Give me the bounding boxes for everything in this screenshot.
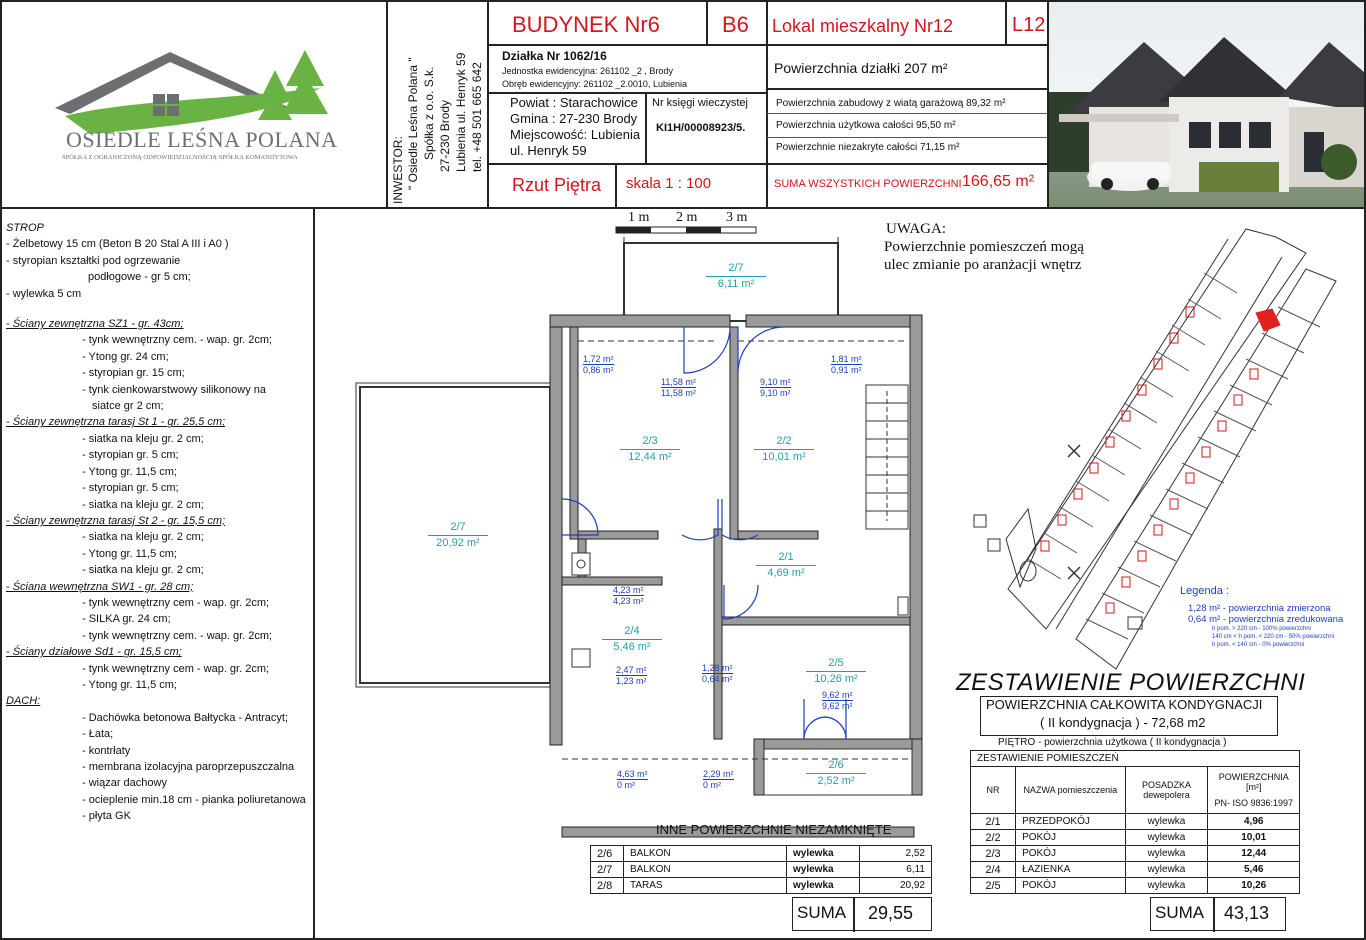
- spec-title-sd1: - Ściany działowe Sd1 - gr. 15,5 cm;: [6, 646, 182, 659]
- row-name: POKÓJ: [1016, 830, 1125, 846]
- spec-line: - tynk wewnętrzny cem. - wap. gr. 2cm;: [82, 334, 273, 347]
- divider: [853, 897, 855, 932]
- measured-area: 2,47 m²: [616, 665, 647, 675]
- plot-unit: Jednostka ewidencyjna: 261102 _2 , Brody: [502, 66, 673, 76]
- row-area: 5,46: [1208, 862, 1300, 878]
- note-title: UWAGA:: [886, 221, 946, 237]
- room-code: 2/2: [776, 435, 792, 447]
- usable-area: Powierzchnia użytkowa całości 95,50 m²: [776, 120, 956, 131]
- row-floor: wylewka: [1125, 814, 1208, 830]
- divider: [766, 44, 1047, 46]
- divider: [766, 163, 1047, 165]
- rooms-table-title: ZESTAWIENIE POMIESZCZEŃ: [971, 751, 1300, 767]
- scale-bar: [616, 227, 756, 233]
- summary-total-label: POWIERZCHNIA CAŁKOWITA KONDYGNACJI: [986, 697, 1263, 712]
- spec-line: - wylewka 5 cm: [6, 287, 82, 300]
- spec-line: - membrana izolacyjna paroprzepuszczalna: [82, 761, 295, 773]
- investor-company: Spółka z o.o. S.k.: [422, 66, 436, 160]
- spec-line: - wiązar dachowy: [82, 777, 167, 790]
- investor-name: " Osiedle Leśna Polana ": [406, 57, 420, 190]
- rooms-table: [970, 750, 1300, 894]
- row-name: PRZEDPOKÓJ: [1016, 814, 1125, 830]
- spec-line: - Ytong gr. 11,5 cm;: [82, 678, 177, 691]
- divider: [313, 207, 315, 940]
- county: Powiat : Starachowice: [510, 95, 638, 110]
- investor-label: INWESTOR:: [391, 136, 405, 204]
- spec-line: - tynk cienkowarstwowy silikonowy na: [82, 383, 267, 396]
- subarea-label: [661, 377, 696, 398]
- row-floor: wylewka: [1125, 862, 1208, 878]
- measured-area: 2,29 m²: [703, 769, 734, 779]
- scale-label: 1 m: [628, 210, 650, 225]
- reduced-area: 9,10 m²: [760, 388, 791, 398]
- row-name: BALKON: [624, 846, 787, 862]
- row-area: 6,11: [860, 862, 932, 878]
- measured-area: 9,62 m²: [822, 690, 853, 700]
- col-header-name: NAZWA pomieszczenia: [1016, 767, 1125, 814]
- spec-line: - Ytong gr. 11,5 cm;: [82, 465, 177, 478]
- room-code: 2/4: [624, 625, 640, 637]
- investor-phone: tel. +48 501 665 642: [470, 62, 484, 172]
- col-header-floor: POSADZKA dewepolera: [1125, 767, 1208, 814]
- spec-line: - tynk wewnętrzny cem - wap. gr. 2cm;: [82, 662, 270, 675]
- subarea-label: [760, 377, 791, 398]
- spec-line: - siatka na kleju gr. 2 cm;: [82, 498, 204, 511]
- row-nr: 2/3: [971, 846, 1016, 862]
- subarea-label: [613, 585, 644, 606]
- spec-line: - płyta GK: [82, 810, 131, 823]
- spec-line: podłogowe - gr 5 cm;: [88, 271, 191, 284]
- room-code: 2/1: [778, 551, 794, 563]
- spec-line: - siatka na kleju gr. 2 cm;: [82, 531, 204, 544]
- divider: [487, 163, 766, 165]
- summary-sum-value: 43,13: [1224, 903, 1270, 923]
- legend-rule: h pom. > 220 cm - 100% powierzchni: [1212, 626, 1311, 632]
- room-code: 2/7: [728, 262, 744, 274]
- plot-area: Powierzchnia działki 207 m²: [774, 60, 948, 76]
- unit-code: L12: [1012, 14, 1046, 36]
- row-floor: wylewka: [1125, 846, 1208, 862]
- row-area: 10,01: [1208, 830, 1300, 846]
- room-label: [706, 261, 766, 292]
- table-row: [591, 846, 932, 862]
- investor-city: 27-230 Brody: [438, 99, 452, 172]
- plot-precinct: Obręb ewidencyjny: 261102 _2.0010, Lubienia: [502, 79, 687, 89]
- row-nr: 2/4: [971, 862, 1016, 878]
- measured-area: 1,81 m²: [831, 354, 862, 364]
- total-area-label: SUMA WSZYSTKICH POWIERZCHNI: [774, 178, 962, 190]
- divider: [766, 137, 1047, 138]
- spec-line: - siatka na kleju gr. 2 cm;: [82, 432, 204, 445]
- divider: [766, 88, 1047, 90]
- divider: [766, 0, 768, 209]
- commune: Gmina : 27-230 Brody: [510, 111, 638, 126]
- room-area: 6,11 m²: [706, 276, 766, 292]
- reduced-area: 0,64 m²: [702, 674, 733, 684]
- spec-title-st1: - Ściany zewnętrzna tarasj St 1 - gr. 25,5 cm;: [6, 416, 226, 429]
- col-header-norm: PN- ISO 9836:1997: [1214, 798, 1293, 808]
- subarea-label: [702, 663, 733, 684]
- divider: [487, 44, 766, 46]
- spec-line: siatce gr 2 cm;: [92, 400, 164, 413]
- reduced-area: 9,62 m²: [822, 701, 853, 711]
- summary-total-value: ( II kondygnacja ) - 72,68 m2: [1040, 715, 1206, 730]
- table-row: [971, 814, 1300, 830]
- building-render: [1049, 2, 1364, 207]
- open-sum-value: 29,55: [868, 903, 914, 923]
- spec-line: - Ytong gr. 24 cm;: [82, 350, 169, 363]
- spec-line: - ocieplenie min.18 cm - pianka poliuretanowa: [82, 793, 306, 806]
- reduced-area: 0 m²: [703, 780, 721, 790]
- measured-area: 4,63 m²: [617, 769, 648, 779]
- note-line: ulec zmianie po aranżacji wnętrz: [884, 257, 1082, 273]
- scale-label: 3 m: [726, 210, 748, 225]
- subarea-label: [703, 769, 734, 790]
- room-label: [428, 520, 488, 551]
- room-code: 2/6: [828, 759, 844, 771]
- row-nr: 2/1: [971, 814, 1016, 830]
- legend-reduced: 0,64 m² - powierzchnia zredukowana: [1188, 614, 1344, 625]
- row-code: 2/7: [591, 862, 624, 878]
- building-code: B6: [722, 12, 749, 37]
- col-header-area: [1208, 767, 1300, 814]
- unit-number: Lokal mieszkalny Nr12: [772, 16, 954, 36]
- divider: [615, 163, 617, 209]
- divider: [1005, 0, 1007, 46]
- land-register-number: KI1H/00008923/5.: [656, 122, 746, 134]
- divider: [487, 0, 489, 209]
- divider: [645, 92, 647, 163]
- reduced-area: 1,23 m²: [616, 676, 647, 686]
- table-row: [971, 846, 1300, 862]
- measured-area: 1,28 m²: [702, 663, 733, 673]
- spec-line: - styropian gr. 5 cm;: [82, 449, 179, 462]
- spec-line: - siatka na kleju gr. 2 cm;: [82, 564, 204, 577]
- divider: [1213, 897, 1215, 932]
- plot-title: Działka Nr 1062/16: [502, 49, 607, 63]
- col-header-nr: NR: [971, 767, 1016, 814]
- spec-title-roof: DACH:: [6, 695, 41, 708]
- reduced-area: 4,23 m²: [613, 596, 644, 606]
- open-areas-table: [590, 845, 932, 894]
- spec-line: - styropian kształtki pod ogrzewanie: [6, 254, 181, 267]
- total-area-value: 166,65 m²: [962, 173, 1035, 190]
- spec-line: - tynk wewnętrzny cem. - wap. gr. 2cm;: [82, 629, 273, 642]
- row-area: 20,92: [860, 878, 932, 894]
- row-nr: 2/5: [971, 878, 1016, 894]
- reduced-area: 11,58 m²: [661, 388, 696, 398]
- brand-name: OSIEDLE LEŚNA POLANA: [66, 127, 338, 152]
- row-floor: wylewka: [1125, 878, 1208, 894]
- reduced-area: 0,86 m²: [583, 365, 614, 375]
- row-name: BALKON: [624, 862, 787, 878]
- room-area: 20,92 m²: [428, 535, 488, 551]
- table-row: [971, 830, 1300, 846]
- measured-area: 4,23 m²: [613, 585, 644, 595]
- building-number: BUDYNEK Nr6: [512, 12, 660, 37]
- brand-tagline: SPÓŁKA Z OGRANICZONĄ ODPOWIEDZIALNOŚCIĄ SPÓŁKA KOMANDYTOWA: [62, 154, 298, 161]
- spec-line: - tynk wewnętrzny cem - wap. gr. 2cm;: [82, 596, 270, 609]
- spec-title-sw1: - Ściana wewnętrzna SW1 - gr. 28 cm;: [6, 580, 194, 593]
- spec-title-strop: STROP: [6, 222, 44, 234]
- table-row: [591, 878, 932, 894]
- note-line: Powierzchnie pomieszczeń mogą: [884, 239, 1084, 255]
- measured-area: 1,72 m²: [583, 354, 614, 364]
- room-label: [754, 434, 814, 465]
- table-row: [591, 862, 932, 878]
- room-code: 2/7: [450, 521, 466, 533]
- built-area: Powierzchnia zabudowy z wiatą garażową 89,32 m²: [776, 98, 1006, 109]
- measured-area: 9,10 m²: [760, 377, 791, 387]
- room-area: 12,44 m²: [620, 449, 680, 465]
- row-area: 12,44: [1208, 846, 1300, 862]
- spec-line: - Łata;: [82, 728, 114, 741]
- spec-title-st2: - Ściany zewnętrzna tarasj St 2 - gr. 15,5 cm;: [6, 514, 226, 527]
- table-row: [971, 862, 1300, 878]
- col-header-area-label: POWIERZCHNIA [m²]: [1218, 772, 1289, 792]
- land-register-label: Nr księgi wieczystej: [652, 97, 748, 109]
- scale-label: 2 m: [676, 210, 698, 225]
- table-row: [971, 878, 1300, 894]
- room-code: 2/3: [642, 435, 658, 447]
- room-label: [806, 758, 866, 789]
- plan-scale: skala 1 : 100: [626, 175, 712, 192]
- divider: [487, 92, 766, 94]
- divider: [386, 0, 388, 209]
- room-label: [620, 434, 680, 465]
- reduced-area: 0 m²: [617, 780, 635, 790]
- room-label: [756, 550, 816, 581]
- row-name: ŁAZIENKA: [1016, 862, 1125, 878]
- room-label: [806, 656, 866, 687]
- subarea-label: [616, 665, 647, 686]
- plan-title: Rzut Piętra: [512, 175, 602, 195]
- spec-line: - kontrłaty: [82, 744, 131, 757]
- investor-address: Lubienia ul. Henryk 59: [454, 52, 468, 172]
- room-area: 4,69 m²: [756, 565, 816, 581]
- room-label: [602, 624, 662, 655]
- row-floor: wylewka: [1125, 830, 1208, 846]
- spec-line: - Dachówka betonowa Bałtycka - Antracyt;: [82, 711, 289, 724]
- open-sum-label: SUMA: [797, 903, 847, 922]
- row-area: 10,26: [1208, 878, 1300, 894]
- row-floor: wylewka: [787, 846, 860, 862]
- row-area: 4,96: [1208, 814, 1300, 830]
- divider: [706, 0, 708, 44]
- spec-line: - styropian gr. 5 cm;: [82, 482, 179, 495]
- room-code: 2/5: [828, 657, 844, 669]
- summary-sum-label: SUMA: [1155, 903, 1205, 922]
- row-floor: wylewka: [787, 862, 860, 878]
- open-area: Powierzchnie niezakryte całości 71,15 m²: [776, 142, 960, 153]
- room-area: 10,26 m²: [806, 671, 866, 687]
- row-name: TARAS: [624, 878, 787, 894]
- spec-list: [6, 220, 311, 825]
- legend-title: Legenda :: [1180, 585, 1229, 597]
- open-areas-title: INNE POWIERZCHNIE NIEZAMKNIĘTE: [656, 822, 892, 837]
- room-area: 2,52 m²: [806, 773, 866, 789]
- measured-area: 11,58 m²: [661, 377, 696, 387]
- subarea-label: [822, 690, 853, 711]
- spec-line: - Ytong gr. 11,5 cm;: [82, 547, 177, 560]
- room-area: 10,01 m²: [754, 449, 814, 465]
- reduced-area: 0,91 m²: [831, 365, 862, 375]
- row-code: 2/8: [591, 878, 624, 894]
- legend-rule: h pom. < 140 cm - 0% powierzchni: [1212, 642, 1305, 648]
- room-area: 5,46 m²: [602, 639, 662, 655]
- subarea-label: [617, 769, 648, 790]
- spec-line: - Żelbetowy 15 cm (Beton B 20 Stal A III i A0 ): [6, 238, 229, 251]
- row-floor: wylewka: [787, 878, 860, 894]
- spec-line: - styropian gr. 15 cm;: [82, 367, 185, 380]
- floor-usable-label: PIĘTRO - powierzchnia użytkowa ( II kondygnacja ): [998, 737, 1227, 748]
- legend-measured: 1,28 m² - powierzchnia zmierzona: [1188, 603, 1331, 614]
- row-code: 2/6: [591, 846, 624, 862]
- legend-rule: 140 cm < h pom. < 220 cm - 50% powierzchni: [1212, 634, 1335, 640]
- summary-title: ZESTAWIENIE POWIERZCHNI: [956, 669, 1306, 696]
- divider: [766, 113, 1047, 114]
- locality: Miejscowość: Lubienia: [510, 127, 641, 142]
- row-nr: 2/2: [971, 830, 1016, 846]
- street: ul. Henryk 59: [510, 143, 587, 158]
- spec-title-sz1: - Ściany zewnętrzna SZ1 - gr. 43cm;: [6, 318, 184, 331]
- subarea-label: [583, 354, 614, 375]
- subarea-label: [831, 354, 862, 375]
- spec-line: - SILKA gr. 24 cm;: [82, 613, 171, 626]
- row-name: POKÓJ: [1016, 878, 1125, 894]
- row-name: POKÓJ: [1016, 846, 1125, 862]
- row-area: 2,52: [860, 846, 932, 862]
